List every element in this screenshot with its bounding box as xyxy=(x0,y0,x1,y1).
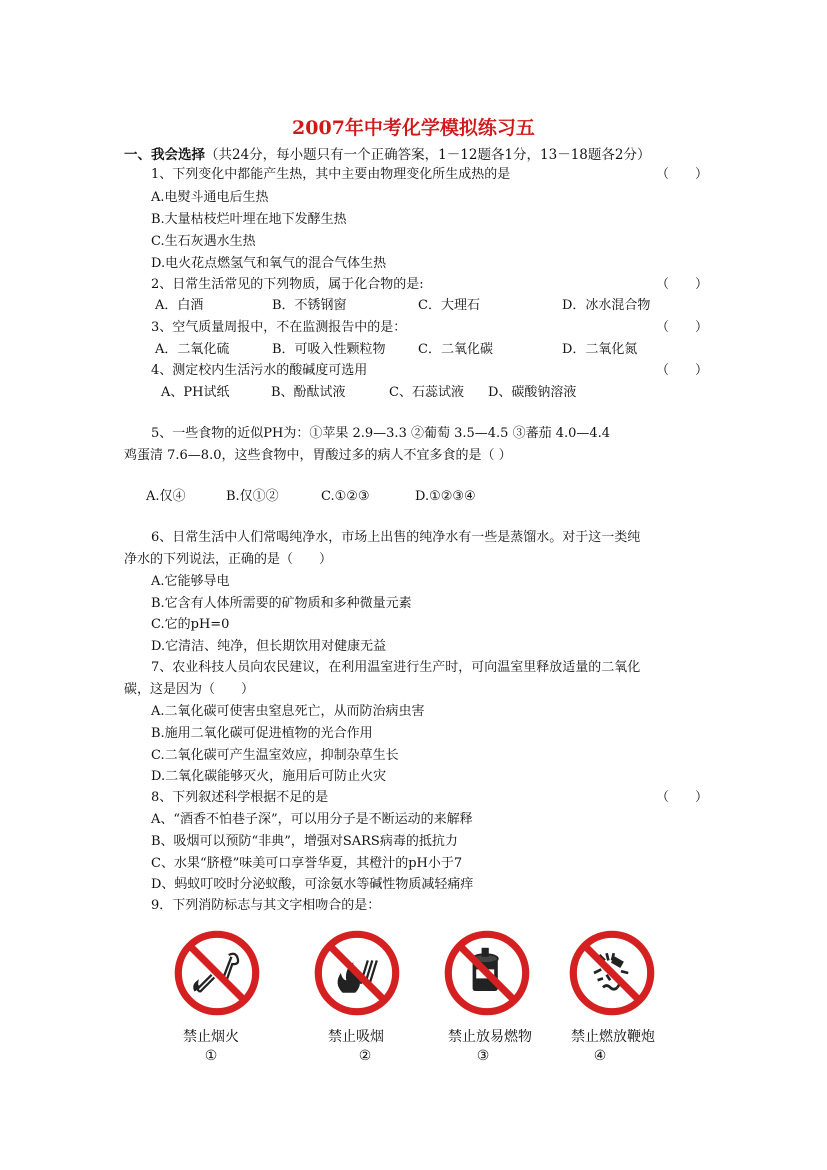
q6-option-b: B.它含有人体所需要的矿物质和多种微量元素 xyxy=(151,596,412,611)
q2-option-d: D．冰水混合物 xyxy=(562,298,651,313)
q8-option-b: B、吸烟可以预防“非典”，增强对SARS病毒的抵抗力 xyxy=(151,834,458,849)
q5-option-d: D.①②③④ xyxy=(415,489,476,504)
q7-line-2: 碳，这是因为（ ） xyxy=(124,682,255,697)
q3-option-c: C．二氧化碳 xyxy=(418,342,493,357)
q6-option-d: D.它清洁、纯净，但长期饮用对健康无益 xyxy=(151,639,387,654)
sign-number-4: ④ xyxy=(593,1048,607,1064)
sign-number-2: ② xyxy=(358,1048,372,1064)
page-title: 2007年中考化学模拟练习五 xyxy=(292,117,535,139)
q4-option-b: B、酚酞试液 xyxy=(271,385,346,400)
q2-option-a: A．白酒 xyxy=(155,298,204,313)
q8-stem: 8、下列叙述科学根据不足的是 xyxy=(151,790,329,805)
q6-line-1: 6、日常生活中人们常喝纯净水，市场上出售的纯净水有一些是蒸馏水。对于这一类纯 xyxy=(151,530,641,545)
q7-option-a: A.二氧化碳可使害虫窒息死亡，从而防治病虫害 xyxy=(151,704,425,719)
q8-option-c: C、水果“脐橙”味美可口享誉华夏，其橙汁的pH小于7 xyxy=(151,856,463,871)
q2-answer-paren: （ ） xyxy=(656,277,709,292)
q1-option-b: B.大量枯枝烂叶埋在地下发酵生热 xyxy=(151,212,347,227)
sign-number-1: ① xyxy=(204,1048,218,1064)
section-header xyxy=(124,147,650,163)
q8-option-a: A、“酒香不怕巷子深”，可以用分子是不断运动的来解释 xyxy=(151,812,473,827)
sign-caption-1: 禁止烟火 xyxy=(183,1029,239,1045)
q2-option-b: B．不锈钢窗 xyxy=(272,298,347,313)
sign-caption-3: 禁止放易燃物 xyxy=(448,1029,532,1045)
q7-option-c: C.二氧化碳可产生温室效应，抑制杂草生长 xyxy=(151,748,399,763)
q2-stem: 2、日常生活常见的下列物质，属于化合物的是: xyxy=(151,277,424,292)
q2-option-c: C．大理石 xyxy=(418,298,480,313)
q1-option-a: A.电熨斗通电后生热 xyxy=(151,190,269,205)
q4-answer-paren: （ ） xyxy=(656,363,709,378)
q5-option-a: A.仅④ xyxy=(146,489,186,504)
section-note: （共24分，每小题只有一个正确答案，1－12题各1分，13－18题各2分） xyxy=(205,147,651,163)
q6-line-2: 净水的下列说法，正确的是（ ） xyxy=(124,552,333,567)
q7-option-b: B.施用二氧化碳可促进植物的光合作用 xyxy=(151,726,373,741)
q3-stem: 3、空气质量周报中，不在监测报告中的是： xyxy=(151,320,407,335)
q6-option-c: C.它的pH=0 xyxy=(151,617,230,632)
q5-option-b: B.仅①② xyxy=(226,489,279,504)
q1-stem: 1、下列变化中都能产生热，其中主要由物理变化所生成热的是 xyxy=(151,167,511,182)
section-heading: 一、我会选择 xyxy=(124,147,205,163)
q5-line-2: 鸡蛋清 7.6—8.0，这些食物中，胃酸过多的病人不宜多食的是（ ） xyxy=(124,448,512,463)
q4-option-a: A、PH试纸 xyxy=(161,385,230,400)
no-smoking-sign-icon xyxy=(312,928,402,1018)
q3-answer-paren: （ ） xyxy=(656,320,709,335)
q4-option-d: D、碳酸钠溶液 xyxy=(488,385,577,400)
no-fire-sign-icon xyxy=(172,928,262,1018)
sign-caption-4: 禁止燃放鞭炮 xyxy=(571,1029,655,1045)
q1-answer-paren: （ ） xyxy=(656,167,709,182)
q3-option-a: A．二氧化硫 xyxy=(155,342,230,357)
q5-line-1: 5、一些食物的近似PH为：①苹果 2.9—3.3 ②葡萄 3.5—4.5 ③蕃茄 4.0—4.4 xyxy=(151,426,611,441)
q4-stem: 4、测定校内生活污水的酸碱度可选用 xyxy=(151,363,368,378)
no-flammable-sign-icon xyxy=(442,928,532,1018)
q1-option-d: D.电火花点燃氢气和氧气的混合气体生热 xyxy=(151,256,387,271)
q9-stem: 9．下列消防标志与其文字相吻合的是： xyxy=(151,898,381,913)
q3-option-d: D．二氧化氮 xyxy=(562,342,638,357)
sign-number-3: ③ xyxy=(476,1048,490,1064)
q3-option-b: B．可吸入性颗粒物 xyxy=(272,342,386,357)
q4-option-c: C、石蕊试液 xyxy=(389,385,464,400)
q1-option-c: C.生石灰遇水生热 xyxy=(151,234,256,249)
q8-answer-paren: （ ） xyxy=(656,790,709,805)
q5-option-c: C.①②③ xyxy=(321,489,370,504)
sign-caption-2: 禁止吸烟 xyxy=(328,1029,384,1045)
no-firecracker-sign-icon xyxy=(567,928,657,1018)
q6-option-a: A.它能够导电 xyxy=(151,574,230,589)
q8-option-d: D、蚂蚁叮咬时分泌蚁酸，可涂氨水等碱性物质减轻痛痒 xyxy=(151,877,474,892)
q7-option-d: D.二氧化碳能够灭火，施用后可防止火灾 xyxy=(151,769,387,784)
q7-line-1: 7、农业科技人员向农民建议，在利用温室进行生产时，可向温室里释放适量的二氧化 xyxy=(151,660,641,675)
